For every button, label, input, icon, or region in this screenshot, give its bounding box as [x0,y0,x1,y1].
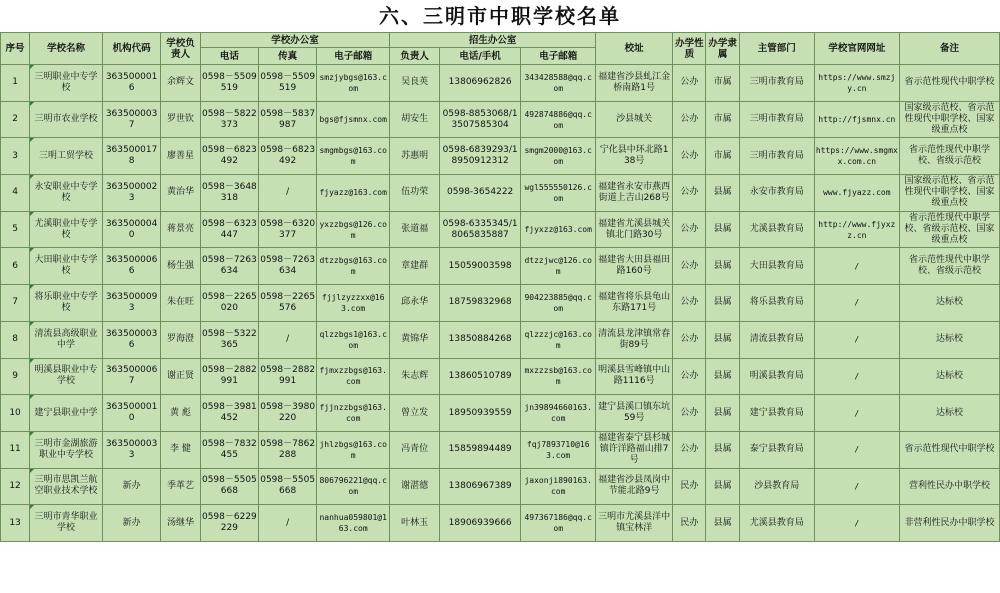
cell-office-fax: 0598－7263634 [259,248,317,285]
cell-admission-phone: 13860510789 [440,358,521,395]
cell-org-code: 3635000023 [102,175,160,212]
cell-nature: 公办 [673,101,706,138]
cell-nature: 民办 [673,505,706,542]
cell-remark: 省示范性现代中职学校 [899,65,999,102]
cell-school-name: 三明市农业学校 [30,101,103,138]
cell-seq: 8 [1,321,30,358]
cell-office-phone: 0598－5822373 [200,101,258,138]
cell-authority: 尤溪县教育局 [739,505,814,542]
cell-office-fax: 0598－3980220 [259,395,317,432]
cell-affiliation: 县属 [706,431,739,468]
cell-admission-phone: 0598-6839293/18950912312 [440,138,521,175]
cell-authority: 明溪县教育局 [739,358,814,395]
header-admission: 招生办公室 [390,33,596,48]
cell-school-head: 季革艺 [161,468,201,505]
cell-address: 建宁县溪口镇东坑59号 [596,395,673,432]
cell-office-fax: 0598－5509519 [259,65,317,102]
cell-website: www.fjyazz.com [814,175,899,212]
cell-office-email: smgmbgs@163.com [317,138,390,175]
header-website: 学校官网网址 [814,33,899,65]
cell-school-name: 尤溪职业中专学校 [30,211,103,248]
cell-address: 清流县龙津镇常春街89号 [596,321,673,358]
cell-office-phone: 0598－7832455 [200,431,258,468]
cell-nature: 公办 [673,358,706,395]
cell-school-head: 李 健 [161,431,201,468]
cell-seq: 4 [1,175,30,212]
cell-office-phone: 0598－6229229 [200,505,258,542]
cell-admission-person: 朱志辉 [390,358,440,395]
cell-remark: 达标校 [899,395,999,432]
cell-admission-phone: 13806967389 [440,468,521,505]
cell-nature: 公办 [673,321,706,358]
cell-address: 福建省泰宁县杉城镇许洋路福山排7号 [596,431,673,468]
cell-school-head: 黄治华 [161,175,201,212]
cell-website: / [814,431,899,468]
cell-authority: 沙县教育局 [739,468,814,505]
cell-affiliation: 县属 [706,468,739,505]
cell-admission-phone: 13806962826 [440,65,521,102]
cell-office-phone: 0598－5505668 [200,468,258,505]
cell-admission-person: 谢湛德 [390,468,440,505]
cell-org-code: 新办 [102,468,160,505]
cell-admission-email: qlzzzjc@163.com [521,321,596,358]
table-row [1,138,1000,175]
cell-admission-email: dtzzjwc@126.com [521,248,596,285]
cell-affiliation: 县属 [706,248,739,285]
cell-admission-email: 492874886@qq.com [521,101,596,138]
cell-website: / [814,395,899,432]
cell-school-name: 建宁县职业中学 [30,395,103,432]
cell-authority: 三明市教育局 [739,65,814,102]
cell-office-fax: 0598－5837987 [259,101,317,138]
cell-school-head: 廖善星 [161,138,201,175]
cell-website: / [814,248,899,285]
cell-address: 沙县城关 [596,101,673,138]
cell-org-code: 3635000016 [102,65,160,102]
table-row [1,65,1000,102]
table-row [1,321,1000,358]
cell-remark: 省示范性现代中职学校、省级示范校、国家级重点校 [899,211,999,248]
cell-org-code: 3635000093 [102,285,160,322]
cell-office-email: fjmxzzbgs@163.com [317,358,390,395]
cell-office-phone: 0598－6323447 [200,211,258,248]
cell-school-name: 明溪县职业中专学校 [30,358,103,395]
cell-school-head: 汤继华 [161,505,201,542]
cell-remark: 非营利性民办中职学校 [899,505,999,542]
cell-office-fax: 0598－2265576 [259,285,317,322]
cell-admission-phone: 0598-6335345/18065835887 [440,211,521,248]
cell-school-name: 三明工贸学校 [30,138,103,175]
cell-admission-phone: 18950939559 [440,395,521,432]
cell-admission-phone: 13850884268 [440,321,521,358]
cell-admission-email: jaxonji890163.com [521,468,596,505]
cell-office-fax: 0598－6823492 [259,138,317,175]
cell-website: http://fjsmnx.cn [814,101,899,138]
cell-admission-phone: 0598-3654222 [440,175,521,212]
cell-nature: 公办 [673,175,706,212]
cell-office-fax: 0598－7862288 [259,431,317,468]
cell-affiliation: 县属 [706,321,739,358]
cell-nature: 公办 [673,211,706,248]
cell-admission-email: 343428588@qq.com [521,65,596,102]
cell-admission-email: fqj7893710@163.com [521,431,596,468]
cell-office-phone: 0598－2882991 [200,358,258,395]
cell-office-email: smzjybgs@163.com [317,65,390,102]
cell-school-head: 朱在旺 [161,285,201,322]
cell-admission-person: 张道福 [390,211,440,248]
cell-website: https://www.smzjy.cn [814,65,899,102]
cell-address: 三明市尤溪县洋中镇宝林洋 [596,505,673,542]
header-code: 机构代码 [102,33,160,65]
cell-office-phone: 0598－5509519 [200,65,258,102]
cell-office-email: fjyazz@163.com [317,175,390,212]
header-seq: 序号 [1,33,30,65]
cell-admission-phone: 15859894489 [440,431,521,468]
cell-website: / [814,358,899,395]
school-table [0,32,1000,542]
cell-org-code: 3635000033 [102,431,160,468]
cell-authority: 建宁县教育局 [739,395,814,432]
table-row [1,358,1000,395]
cell-address: 福建省尤溪县城关镇北门路30号 [596,211,673,248]
table-row [1,175,1000,212]
cell-address: 宁化县中环北路138号 [596,138,673,175]
cell-office-fax: 0598－5505668 [259,468,317,505]
cell-affiliation: 县属 [706,358,739,395]
cell-office-email: dtzzbgs@163.com [317,248,390,285]
header-head: 学校负责人 [161,33,201,65]
cell-office-fax: / [259,175,317,212]
table-row [1,395,1000,432]
cell-admission-email: mxzzzsb@163.com [521,358,596,395]
cell-address: 福建省将乐县龟山东路171号 [596,285,673,322]
cell-seq: 7 [1,285,30,322]
cell-office-phone: 0598－3648318 [200,175,258,212]
cell-admission-phone: 18906939666 [440,505,521,542]
header-remark: 备注 [899,33,999,65]
table-row [1,431,1000,468]
cell-remark: 达标校 [899,358,999,395]
cell-website: http://www.fjyxzz.cn [814,211,899,248]
cell-org-code: 3635000010 [102,395,160,432]
cell-remark: 达标校 [899,285,999,322]
cell-admission-person: 邱永华 [390,285,440,322]
cell-school-name: 大田职业中专学校 [30,248,103,285]
cell-office-fax: 0598－2882991 [259,358,317,395]
cell-nature: 公办 [673,65,706,102]
header-adm-email: 电子邮箱 [521,48,596,65]
cell-seq: 5 [1,211,30,248]
cell-seq: 9 [1,358,30,395]
cell-nature: 民办 [673,468,706,505]
cell-remark: 省示范性现代中职学校、省级示范校 [899,248,999,285]
cell-office-fax: / [259,321,317,358]
cell-school-head: 蒋景亮 [161,211,201,248]
table-row [1,285,1000,322]
cell-affiliation: 县属 [706,505,739,542]
cell-admission-email: smgm2000@163.com [521,138,596,175]
cell-remark: 营利性民办中职学校 [899,468,999,505]
cell-office-email: bgs@fjsmnx.com [317,101,390,138]
cell-nature: 公办 [673,248,706,285]
cell-school-name: 三明市思凯兰航空职业技术学校 [30,468,103,505]
cell-nature: 公办 [673,285,706,322]
header-office-fax: 传真 [259,48,317,65]
cell-school-head: 余辉文 [161,65,201,102]
cell-office-email: yxzzbgs@126.com [317,211,390,248]
cell-authority: 泰宁县教育局 [739,431,814,468]
cell-office-fax: / [259,505,317,542]
cell-affiliation: 县属 [706,395,739,432]
cell-admission-person: 叶林玉 [390,505,440,542]
cell-authority: 三明市教育局 [739,101,814,138]
cell-school-name: 三明市青华职业学校 [30,505,103,542]
header-office-email: 电子邮箱 [317,48,390,65]
cell-address: 福建省沙县凤岗中节能北路9号 [596,468,673,505]
cell-seq: 1 [1,65,30,102]
cell-admission-phone: 15059003598 [440,248,521,285]
cell-school-name: 永安职业中专学校 [30,175,103,212]
cell-remark: 国家级示范校、省示范性现代中职学校、国家级重点校 [899,175,999,212]
cell-address: 福建省大田县福田路160号 [596,248,673,285]
cell-authority: 将乐县教育局 [739,285,814,322]
cell-school-name: 清流县高级职业中学 [30,321,103,358]
cell-org-code: 3635000067 [102,358,160,395]
cell-school-name: 将乐职业中专学校 [30,285,103,322]
cell-seq: 2 [1,101,30,138]
cell-admission-person: 章建群 [390,248,440,285]
cell-website: / [814,468,899,505]
cell-office-email: 806796221@qq.com [317,468,390,505]
cell-address: 福建省沙县虬江金桥南路1号 [596,65,673,102]
cell-office-phone: 0598－2265020 [200,285,258,322]
cell-remark: 省示范性现代中职学校、省级示范校 [899,138,999,175]
header-nature: 办学性质 [673,33,706,65]
table-row [1,248,1000,285]
cell-admission-email: fjyxzz@163.com [521,211,596,248]
cell-authority: 大田县教育局 [739,248,814,285]
cell-org-code: 3635000037 [102,101,160,138]
cell-school-head: 谢正贤 [161,358,201,395]
table-row [1,101,1000,138]
cell-admission-email: 497367186@qq.com [521,505,596,542]
cell-nature: 公办 [673,431,706,468]
cell-office-email: qlzzbgs1@163.com [317,321,390,358]
cell-seq: 11 [1,431,30,468]
cell-school-head: 黄 彪 [161,395,201,432]
cell-admission-email: 904223885@qq.com [521,285,596,322]
cell-seq: 10 [1,395,30,432]
cell-office-phone: 0598－5322365 [200,321,258,358]
table-row [1,468,1000,505]
cell-admission-person: 胡安生 [390,101,440,138]
cell-admission-phone: 18759832968 [440,285,521,322]
cell-admission-person: 伍功荣 [390,175,440,212]
cell-admission-email: jn39894660163.com [521,395,596,432]
cell-school-head: 罗海澄 [161,321,201,358]
header-affiliation: 办学隶属 [706,33,739,65]
cell-affiliation: 县属 [706,211,739,248]
cell-admission-person: 冯青位 [390,431,440,468]
cell-authority: 尤溪县教育局 [739,211,814,248]
cell-admission-email: wgl555550126.com [521,175,596,212]
cell-authority: 清流县教育局 [739,321,814,358]
cell-affiliation: 市属 [706,65,739,102]
cell-affiliation: 县属 [706,175,739,212]
cell-affiliation: 市属 [706,101,739,138]
cell-address: 明溪县雪峰镇中山路1116号 [596,358,673,395]
cell-nature: 公办 [673,395,706,432]
header-office-phone: 电话 [200,48,258,65]
cell-authority: 永安市教育局 [739,175,814,212]
cell-org-code: 3635000178 [102,138,160,175]
header-name: 学校名称 [30,33,103,65]
cell-admission-phone: 0598-8853068/13507585304 [440,101,521,138]
table-row [1,211,1000,248]
cell-seq: 3 [1,138,30,175]
cell-school-name: 三明市金湖旅游职业中专学校 [30,431,103,468]
cell-org-code: 3635000036 [102,321,160,358]
cell-org-code: 3635000040 [102,211,160,248]
cell-seq: 13 [1,505,30,542]
cell-remark: 省示范性现代中职学校 [899,431,999,468]
cell-school-name: 三明职业中专学校 [30,65,103,102]
cell-office-phone: 0598－3981452 [200,395,258,432]
cell-affiliation: 市属 [706,138,739,175]
page-title: 六、三明市中职学校名单 [379,4,621,28]
cell-school-head: 杨生强 [161,248,201,285]
cell-address: 福建省永安市燕西街道上吉山268号 [596,175,673,212]
cell-office-phone: 0598－6823492 [200,138,258,175]
cell-seq: 6 [1,248,30,285]
header-adm-person: 负责人 [390,48,440,65]
cell-office-email: fjjnzzbgs@163.com [317,395,390,432]
cell-remark: 国家级示范校、省示范性现代中职学校、国家级重点校 [899,101,999,138]
cell-remark: 达标校 [899,321,999,358]
cell-org-code: 3635000066 [102,248,160,285]
cell-seq: 12 [1,468,30,505]
cell-office-fax: 0598－6320377 [259,211,317,248]
cell-office-email: jhlzbgs@163.com [317,431,390,468]
cell-authority: 三明市教育局 [739,138,814,175]
cell-admission-person: 吴良英 [390,65,440,102]
cell-office-phone: 0598－7263634 [200,248,258,285]
cell-office-email: nanhua059801@163.com [317,505,390,542]
header-adm-phone: 电话/手机 [440,48,521,65]
cell-admission-person: 曾立发 [390,395,440,432]
cell-affiliation: 县属 [706,285,739,322]
table-row [1,505,1000,542]
cell-org-code: 新办 [102,505,160,542]
header-address: 校址 [596,33,673,65]
cell-school-head: 罗世钦 [161,101,201,138]
cell-office-email: fjjlzyzzxx@163.com [317,285,390,322]
cell-website: / [814,321,899,358]
cell-nature: 公办 [673,138,706,175]
cell-website: https://www.smgmxx.com.cn [814,138,899,175]
cell-admission-person: 苏惠明 [390,138,440,175]
header-authority: 主管部门 [739,33,814,65]
header-office: 学校办公室 [200,33,389,48]
cell-website: / [814,285,899,322]
cell-admission-person: 黄锦华 [390,321,440,358]
cell-website: / [814,505,899,542]
